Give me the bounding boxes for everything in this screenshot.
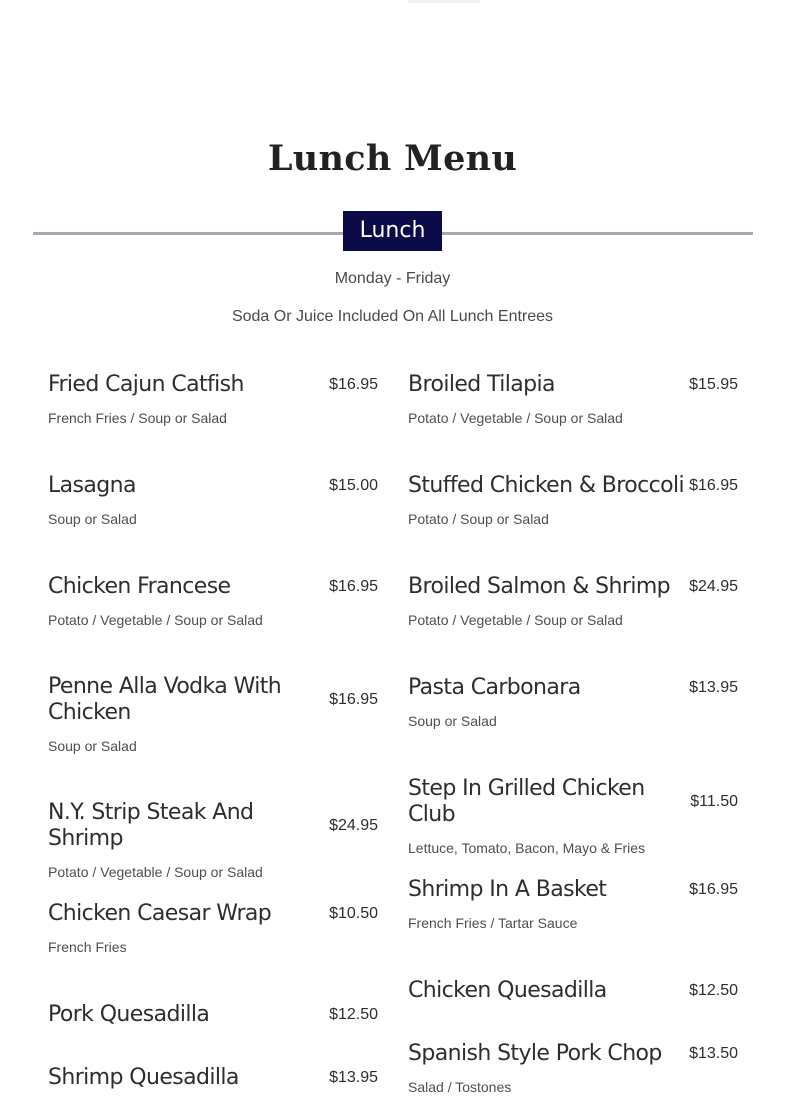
menu-item — [408, 675, 738, 729]
item-price: $13.50 — [689, 1045, 738, 1062]
previous-section-edge — [408, 0, 480, 3]
menu-item — [408, 978, 738, 1004]
item-name: Broiled Tilapia — [408, 372, 555, 397]
item-name: Chicken Francese — [48, 574, 231, 599]
item-description: French Fries / Soup or Salad — [48, 410, 227, 426]
menu-item — [48, 1002, 378, 1028]
item-description: French Fries / Tartar Sauce — [408, 915, 578, 931]
menu-item — [48, 574, 378, 628]
menu-item — [408, 877, 738, 931]
item-price: $24.95 — [689, 578, 738, 595]
item-description: Soup or Salad — [408, 713, 497, 729]
menu-item — [48, 473, 378, 527]
item-description: French Fries — [48, 939, 127, 955]
item-description: Potato / Vegetable / Soup or Salad — [408, 410, 623, 426]
menu-item — [48, 800, 378, 880]
item-name: Broiled Salmon & Shrimp — [408, 574, 671, 599]
menu-item — [48, 1065, 378, 1091]
menu-item — [408, 372, 738, 426]
item-price: $15.00 — [329, 477, 378, 494]
item-description: Soup or Salad — [48, 738, 137, 754]
item-price: $13.95 — [329, 1069, 378, 1086]
item-description: Potato / Soup or Salad — [408, 511, 549, 527]
item-price: $12.50 — [329, 1006, 378, 1023]
item-price: $16.95 — [689, 881, 738, 898]
item-price: $16.95 — [329, 578, 378, 595]
item-name: Spanish Style Pork Chop — [408, 1041, 662, 1066]
item-price: $10.50 — [329, 905, 378, 922]
item-description: Potato / Vegetable / Soup or Salad — [48, 864, 263, 880]
item-price: $11.50 — [690, 793, 738, 810]
item-description: Salad / Tostones — [408, 1079, 512, 1095]
section-badge: Lunch — [343, 211, 442, 251]
menu-item — [408, 574, 738, 628]
menu-days: Monday - Friday — [334, 270, 451, 287]
menu-item — [48, 674, 378, 754]
item-name: Pasta Carbonara — [408, 675, 581, 700]
item-price: $16.95 — [689, 477, 738, 494]
item-description: Soup or Salad — [48, 511, 137, 527]
item-name: Shrimp In A Basket — [408, 877, 607, 902]
item-description: Potato / Vegetable / Soup or Salad — [408, 612, 623, 628]
item-price: $12.50 — [689, 982, 738, 999]
item-description: Potato / Vegetable / Soup or Salad — [48, 612, 263, 628]
item-name: Lasagna — [48, 473, 136, 498]
item-price: $15.95 — [689, 376, 738, 393]
item-name: Fried Cajun Catfish — [48, 372, 244, 397]
menu-item — [48, 372, 378, 426]
page-title: Lunch Menu — [267, 138, 518, 179]
item-price: $16.95 — [329, 691, 378, 708]
item-name: Pork Quesadilla — [48, 1002, 210, 1027]
item-name: Chicken Quesadilla — [408, 978, 607, 1003]
item-name: N.Y. Strip Steak And Shrimp — [48, 800, 254, 851]
item-name: Stuffed Chicken & Broccoli — [408, 473, 684, 498]
menu-item — [408, 473, 738, 527]
menu-item — [408, 776, 738, 856]
item-price: $16.95 — [329, 376, 378, 393]
item-price: $24.95 — [329, 817, 378, 834]
menu-item — [48, 901, 378, 955]
menu-item — [408, 1041, 738, 1095]
menu-note: Soda Or Juice Included On All Lunch Entrees — [231, 308, 554, 325]
item-name: Penne Alla Vodka With Chicken — [48, 674, 282, 725]
item-name: Shrimp Quesadilla — [48, 1065, 239, 1090]
item-price: $13.95 — [689, 679, 738, 696]
item-name: Chicken Caesar Wrap — [48, 901, 272, 926]
item-name: Step In Grilled Chicken Club — [408, 776, 645, 827]
item-description: Lettuce, Tomato, Bacon, Mayo & Fries — [408, 840, 646, 856]
